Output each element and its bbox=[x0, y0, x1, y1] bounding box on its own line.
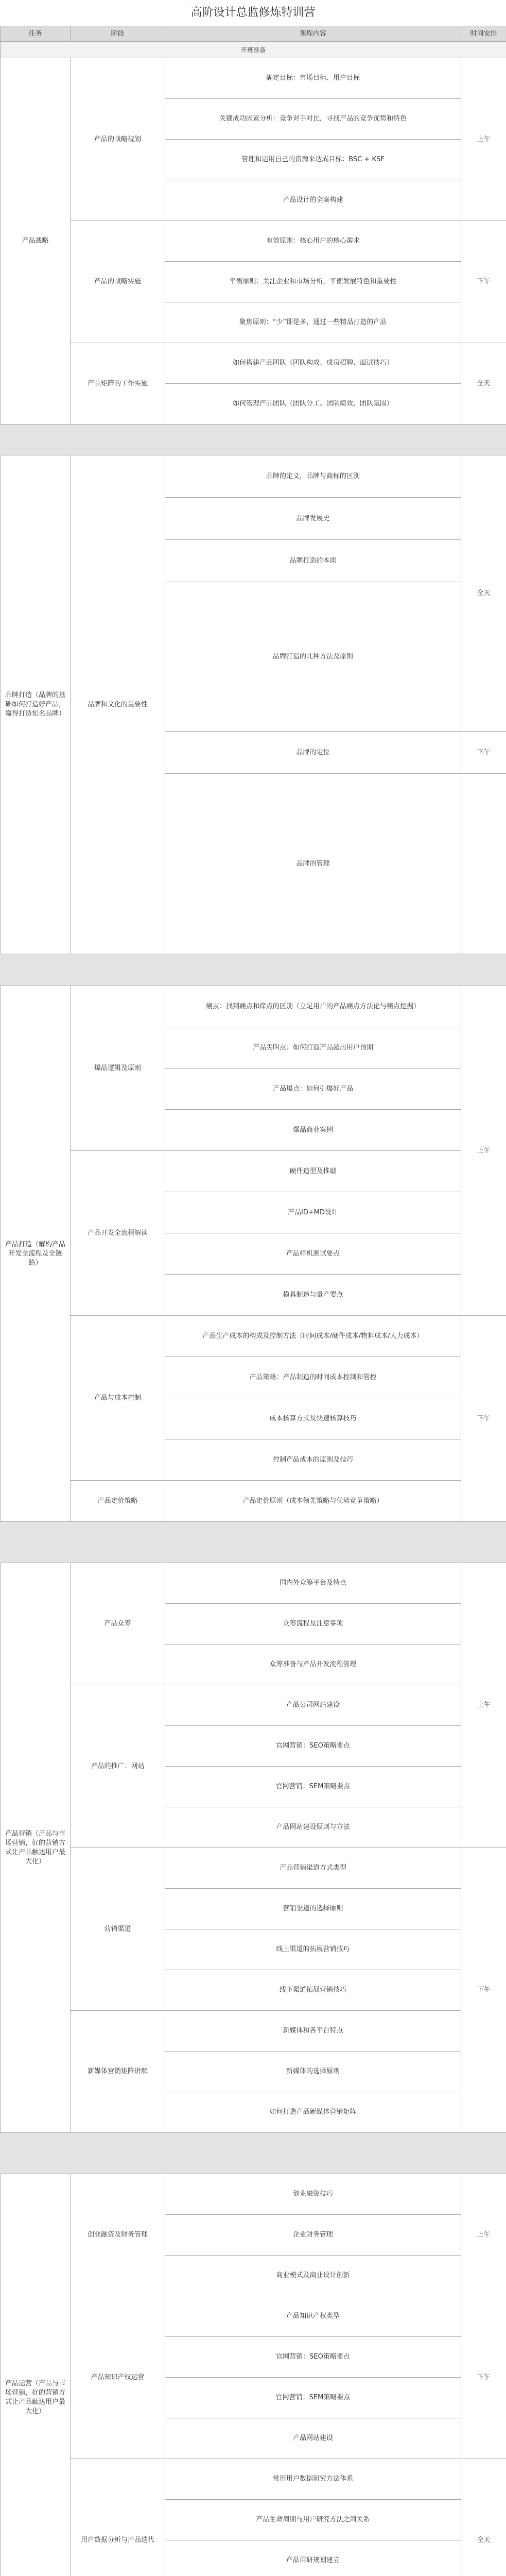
time-cell: 上午 bbox=[461, 2174, 506, 2296]
table-row bbox=[1, 1563, 506, 1604]
course-item: 众筹准备与产品开发流程管理 bbox=[165, 1645, 461, 1685]
course-item: 如何打造产品新媒体营销矩阵 bbox=[165, 2092, 461, 2133]
course-item: 产品爆点：如何引爆好产品 bbox=[165, 1069, 461, 1110]
course-item: 爆品商业案例 bbox=[165, 1110, 461, 1151]
course-item: 品牌发展史 bbox=[165, 498, 461, 540]
course-item: 管理和运用自己的资源来达成目标：BSC + KSF bbox=[165, 140, 461, 180]
time-cell: 下午 bbox=[461, 221, 506, 343]
section-gap bbox=[1, 425, 506, 455]
page-title: 高阶设计总监修炼特训营 bbox=[190, 6, 316, 19]
table-row bbox=[1, 986, 506, 1027]
course-item: 产品生产成本的构成及控制方法（时间成本/硬件成本/物料成本/人力成本） bbox=[165, 1316, 461, 1357]
course-item: 品牌的定义，品牌与商标的区别 bbox=[165, 455, 461, 498]
table-row bbox=[1, 1316, 506, 1357]
task-cell: 品牌打造（品牌的基础如何打造好产品，赢得打造知名品牌） bbox=[1, 455, 71, 954]
course-item: 有效原则：核心用户的核心需求 bbox=[165, 221, 461, 262]
time-cell: 下午 bbox=[461, 1316, 506, 1522]
course-item: 产品定价原则（成本领先策略与优势竞争策略） bbox=[165, 1481, 461, 1522]
stage-cell: 产品矩阵的工作实施 bbox=[71, 343, 165, 425]
course-item: 关键成功因素分析：竞争对手对比，寻找产品的竞争优势和特色 bbox=[165, 99, 461, 140]
course-item: 硬件造型及推敲 bbox=[165, 1151, 461, 1192]
course-item: 产品网站建设 bbox=[165, 2418, 461, 2459]
stage-cell: 营销渠道 bbox=[71, 1848, 165, 2011]
course-item: 常用用户数据研究方法体系 bbox=[165, 2459, 461, 2500]
stage-cell: 产品开发全流程解读 bbox=[71, 1151, 165, 1316]
table-row bbox=[1, 455, 506, 498]
section-gap bbox=[1, 954, 506, 986]
course-item: 品牌打造的本质 bbox=[165, 540, 461, 582]
course-item: 线下渠道拓展营销技巧 bbox=[165, 1970, 461, 2011]
course-item: 品牌的定位 bbox=[165, 732, 461, 774]
course-item: 企业财务管理 bbox=[165, 2215, 461, 2256]
stage-cell: 产品的推广：网站 bbox=[71, 1685, 165, 1848]
course-item: 品牌打造的几种方法及原则 bbox=[165, 582, 461, 732]
header-stage: 阶段 bbox=[71, 26, 165, 42]
course-item: 产品样机测试要点 bbox=[165, 1233, 461, 1275]
task-cell: 产品运营（产品与市场营销，好的营销方式让产品触达用户最大化） bbox=[1, 2174, 71, 2576]
stage-cell: 产品的战略实施 bbox=[71, 221, 165, 343]
table-row bbox=[1, 1481, 506, 1522]
course-item: 产品尖叫点：如何打造产品超出用户预期 bbox=[165, 1027, 461, 1069]
stage-cell: 爆品逻辑及原则 bbox=[71, 986, 165, 1151]
course-item: 聚焦原则：“少”即是多，通过一些精品打造的产品 bbox=[165, 302, 461, 343]
table-row bbox=[1, 58, 506, 99]
course-item: 产品设计的全案构建 bbox=[165, 180, 461, 221]
course-item: 新媒体和各平台特点 bbox=[165, 2011, 461, 2052]
course-item: 成本核算方式及快速核算技巧 bbox=[165, 1398, 461, 1439]
table-row bbox=[1, 1151, 506, 1192]
table-row bbox=[1, 1848, 506, 1889]
course-item: 控制产品成本的原则及技巧 bbox=[165, 1439, 461, 1481]
course-item: 如何管理产品团队（团队分工、团队绩效、团队氛围） bbox=[165, 384, 461, 425]
task-cell: 产品营销（产品与市场营销，好的营销方式让产品触达用户最大化） bbox=[1, 1563, 71, 2133]
stage-cell: 产品的战略规划 bbox=[71, 58, 165, 221]
opening-row bbox=[1, 42, 506, 58]
course-item: 商业模式及商业设计创新 bbox=[165, 2256, 461, 2296]
stage-cell: 品牌和文化的重要性 bbox=[71, 455, 165, 954]
stage-cell: 产品众筹 bbox=[71, 1563, 165, 1685]
time-cell: 上午 bbox=[461, 986, 506, 1316]
time-cell: 上午 bbox=[461, 1563, 506, 1848]
course-item: 如何搭建产品团队（团队构成、成员招聘、面试技巧） bbox=[165, 343, 461, 384]
course-item: 官网营销：SEM策略要点 bbox=[165, 1767, 461, 1807]
gap-cell bbox=[1, 425, 506, 455]
table-row bbox=[1, 343, 506, 384]
header-content: 课程内容 bbox=[165, 26, 461, 42]
course-item: 营销渠道的选择原则 bbox=[165, 1889, 461, 1929]
table-row bbox=[1, 1685, 506, 1726]
task-cell: 产品战略 bbox=[1, 58, 71, 425]
course-item: 产品策略：产品制造的时间成本控制和管控 bbox=[165, 1357, 461, 1398]
stage-cell: 新媒体营销矩阵讲解 bbox=[71, 2011, 165, 2133]
course-item: 国内外众筹平台及特点 bbox=[165, 1563, 461, 1604]
course-item: 产品公司网站建设 bbox=[165, 1685, 461, 1726]
course-item: 产品营销渠道方式类型 bbox=[165, 1848, 461, 1889]
time-cell: 全天 bbox=[461, 455, 506, 732]
course-item: 线上渠道的拓展营销技巧 bbox=[165, 1929, 461, 1970]
stage-cell: 创业融资及财务管理 bbox=[71, 2174, 165, 2296]
task-cell: 产品打造（解构产品开发全流程及全链路） bbox=[1, 986, 71, 1522]
course-item: 产品生命周期与用户研究方法之间关系 bbox=[165, 2500, 461, 2540]
stage-cell: 用户数据分析与产品迭代 bbox=[71, 2459, 165, 2576]
course-item: 新媒体的选择原则 bbox=[165, 2052, 461, 2092]
course-item: 产品知识产权类型 bbox=[165, 2296, 461, 2337]
time-cell: 全天 bbox=[461, 2459, 506, 2576]
course-item: 痛点：找到痛点和痒点的区别（立足用户的产品痛点方法论与痛点挖掘） bbox=[165, 986, 461, 1027]
section-gap bbox=[1, 2133, 506, 2174]
stage-cell: 产品与成本控制 bbox=[71, 1316, 165, 1481]
header-time: 时间安排 bbox=[461, 26, 506, 42]
gap-cell bbox=[1, 1522, 506, 1563]
course-item: 确定目标：市场目标、用户目标 bbox=[165, 58, 461, 99]
course-item: 众筹流程及注意事项 bbox=[165, 1604, 461, 1645]
course-item: 产品网站建设原则与方法 bbox=[165, 1807, 461, 1848]
header-row bbox=[1, 26, 506, 42]
table-row bbox=[1, 2011, 506, 2052]
course-item: 官网营销：SEO策略要点 bbox=[165, 1726, 461, 1767]
gap-cell bbox=[1, 954, 506, 986]
time-cell: 全天 bbox=[461, 343, 506, 425]
course-item: 平衡原则：关注企业和市场分析，平衡发展特色和重要性 bbox=[165, 262, 461, 302]
section-gap bbox=[1, 1522, 506, 1563]
course-item: 品牌的管理 bbox=[165, 774, 461, 954]
table-row bbox=[1, 2459, 506, 2500]
time-cell-empty bbox=[461, 774, 506, 954]
header-task: 任务 bbox=[1, 26, 71, 42]
course-item: 官网营销：SEM策略要点 bbox=[165, 2378, 461, 2418]
course-item: 创业融资技巧 bbox=[165, 2174, 461, 2215]
table-row bbox=[1, 221, 506, 262]
stage-cell: 产品定价策略 bbox=[71, 1481, 165, 1522]
table-row bbox=[1, 2174, 506, 2215]
schedule-table bbox=[0, 26, 506, 2576]
time-cell: 下午 bbox=[461, 732, 506, 774]
course-item: 产品用研规划建立 bbox=[165, 2540, 461, 2576]
opening-cell: 开班准备 bbox=[1, 42, 506, 58]
time-cell: 下午 bbox=[461, 1848, 506, 2133]
stage-cell: 产品知识产权运营 bbox=[71, 2296, 165, 2459]
table-row bbox=[1, 2296, 506, 2337]
time-cell: 下午 bbox=[461, 2296, 506, 2459]
gap-cell bbox=[1, 2133, 506, 2174]
course-item: 模具制造与量产要点 bbox=[165, 1275, 461, 1316]
time-cell: 上午 bbox=[461, 58, 506, 221]
course-item: 产品ID+MD设计 bbox=[165, 1192, 461, 1233]
course-item: 官网营销：SEO策略要点 bbox=[165, 2337, 461, 2378]
